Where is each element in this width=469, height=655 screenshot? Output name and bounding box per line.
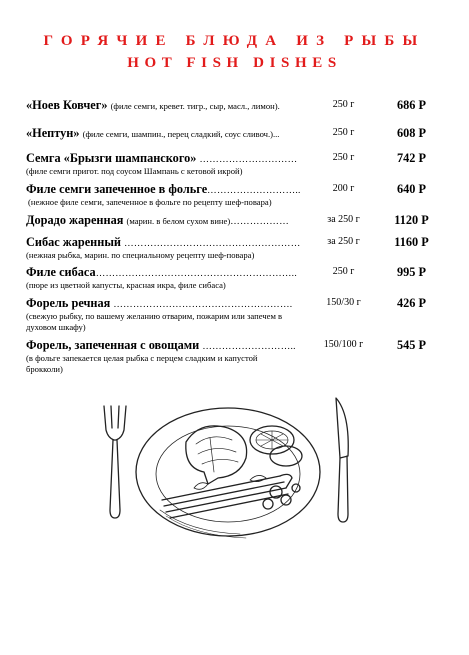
dish-price: 686 Р: [396, 98, 427, 112]
dish-dots: ………………………..: [207, 186, 301, 196]
dish-description: (в фольге запекается целая рыбка с перцем сладким и капустой брокколи): [26, 353, 258, 375]
dish-weight: 150/100 г: [323, 339, 364, 350]
dish-description: (нежное филе семги, запеченное в фольге по рецепту шеф-повара): [28, 197, 272, 207]
dish-name: «Нептун»: [26, 126, 80, 140]
dish-name: Форель, запеченная с овощами: [26, 338, 200, 352]
dish-name: Сибас жаренный: [26, 235, 122, 249]
dish-dots: ………………………………………………: [124, 239, 301, 249]
plate-with-fish-fork-knife-icon: [100, 392, 360, 557]
menu-item: [26, 338, 446, 376]
fish-steak-icon: [186, 426, 247, 484]
menu-title-ru: ГОРЯЧИЕ БЛЮДА ИЗ РЫБЫ: [43, 33, 426, 49]
dish-name: Семга «Брызги шампанского»: [26, 151, 197, 165]
menu-item: [26, 182, 446, 208]
dish-weight: 250 г: [332, 99, 355, 110]
menu-item: [26, 98, 446, 113]
plate-rim-icon: [136, 408, 320, 536]
dish-description: (свежую рыбку, по вашему желанию отварим, пожарим или запечем в духовом шкафу): [26, 311, 283, 333]
dish-description: (нежная рыбка, марин. по специальному рецепту шеф-повара): [26, 250, 255, 260]
dish-weight: 200 г: [332, 183, 355, 194]
dish-price: 1160 Р: [394, 235, 429, 249]
olives-icon: [263, 484, 300, 509]
dish-name: Дорадо жаренная: [26, 213, 124, 227]
menu-item: [26, 151, 446, 177]
dish-description: (пюре из цветной капусты, красная икра, филе сибаса): [26, 280, 226, 290]
dish-name: «Ноев Ковчег»: [26, 98, 108, 112]
dish-weight: за 250 г: [327, 236, 360, 247]
menu-title-en: HOT FISH DISHES: [127, 55, 342, 71]
menu-item: [26, 235, 446, 261]
dish-desc: (филе семги, шампин., перец сладкий, соус сливоч.)...: [82, 129, 280, 139]
dish-dots: …………………………: [199, 155, 298, 165]
dish-weight: за 250 г: [327, 214, 360, 225]
dish-name: Филе семги запеченное в фольге: [26, 182, 208, 196]
lemon-slice-icon: [250, 426, 302, 466]
dish-price: 545 Р: [396, 338, 427, 352]
dish-dots: ……………………………………………………..: [95, 269, 298, 279]
dish-dots: ……………………………………………….: [113, 300, 293, 310]
dish-weight: 250 г: [332, 152, 355, 163]
dish-desc: (филе семги, кревет. тигр., сыр, масл., лимон).: [110, 101, 280, 111]
dish-description: (филе семги пригот. под соусом Шампань с кетовой икрой): [26, 166, 243, 176]
knife-icon: [336, 398, 348, 522]
dish-name: Форель речная: [26, 296, 111, 310]
dish-name: Филе сибаса: [26, 265, 96, 279]
dish-weight: 250 г: [332, 266, 355, 277]
dish-price: 742 Р: [396, 151, 427, 165]
dish-price: 995 Р: [396, 265, 427, 279]
menu-item: [26, 296, 446, 334]
dish-price: 640 Р: [396, 182, 427, 196]
dish-weight: 150/30 г: [326, 297, 361, 308]
menu-item: [26, 265, 446, 291]
dish-dots: ………………: [230, 217, 290, 227]
dish-weight: 250 г: [332, 127, 355, 138]
dish-dots: ………………………..: [202, 342, 296, 352]
dish-price: 426 Р: [396, 296, 427, 310]
dish-price: 1120 Р: [394, 213, 429, 227]
menu-item: [26, 213, 446, 228]
dish-price: 608 Р: [396, 126, 427, 140]
fork-icon: [104, 406, 126, 518]
menu-item: [26, 126, 446, 141]
dish-desc: (марин. в белом сухом вине): [126, 216, 231, 226]
